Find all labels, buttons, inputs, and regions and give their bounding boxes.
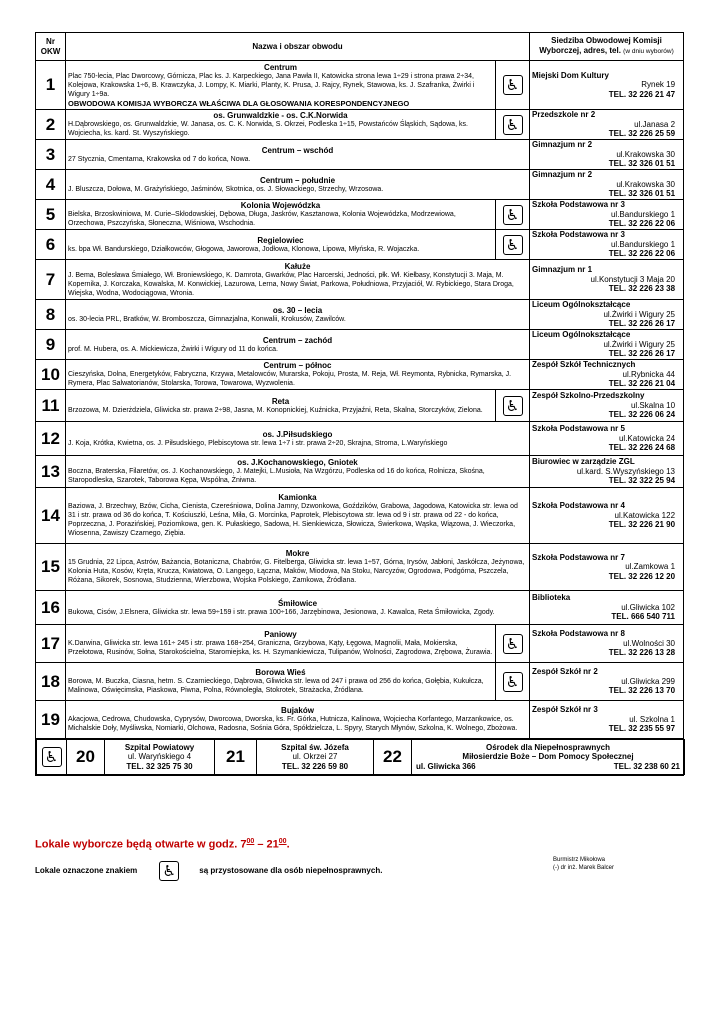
district-streets: Bielska, Brzoskwiniowa, M. Curie–Skłodowskiej, Dębowa, Długa, Jaskrów, Kasztanowa, Kolonia Wojewódzka, Modrzewiowa, Orzechowa, Pszczyńska, Słoneczna, Wiśniowa, Wschodnia. bbox=[68, 211, 456, 227]
district-number: 2 bbox=[36, 110, 66, 140]
polling-station bbox=[530, 544, 684, 591]
district-name: Centrum – południe bbox=[259, 175, 336, 185]
legend-text-left: Lokale oznaczone znakiem bbox=[35, 866, 138, 876]
accessibility-cell bbox=[496, 200, 530, 230]
district-row bbox=[36, 230, 684, 260]
station-phone: TEL. 32 226 59 80 bbox=[281, 761, 349, 771]
station-phone: TEL. 32 226 25 59 bbox=[608, 129, 676, 139]
district-number: 21 bbox=[215, 740, 257, 775]
district-row bbox=[36, 260, 684, 300]
district-streets: 27 Stycznia, Cmentarna, Krakowska od 7 do końca, Nowa. bbox=[68, 155, 251, 163]
station-address: ul.Wolności 30 bbox=[623, 638, 676, 648]
district-area bbox=[66, 456, 530, 488]
station-name: Liceum Ogólnokształcące bbox=[532, 300, 631, 310]
polling-station bbox=[105, 740, 215, 775]
station-address: ul.Janasa 2 bbox=[634, 119, 676, 129]
accessibility-cell bbox=[37, 740, 67, 775]
table-header-row bbox=[36, 33, 684, 61]
station-name: Szkoła Podstawowa nr 8 bbox=[532, 629, 625, 639]
district-number: 17 bbox=[36, 625, 66, 663]
special-districts-row bbox=[36, 739, 684, 776]
station-address: ul.Katowicka 24 bbox=[618, 433, 676, 443]
polling-station bbox=[530, 360, 684, 390]
station-phone: TEL. 666 540 711 bbox=[611, 612, 676, 622]
wheelchair-icon: ♿ bbox=[503, 396, 523, 416]
polling-station bbox=[530, 422, 684, 456]
polling-station bbox=[530, 390, 684, 422]
district-streets: J. Bluszcza, Dołowa, M. Grażyńskiego, Jaśminów, Skotnica, os. J. Słowackiego, Strzechy, Wrzosowa. bbox=[68, 185, 384, 193]
district-row bbox=[36, 300, 684, 330]
accessibility-cell bbox=[496, 61, 530, 110]
district-number: 13 bbox=[36, 456, 66, 488]
station-phone: TEL. 32 325 75 30 bbox=[126, 761, 193, 771]
district-number: 1 bbox=[36, 61, 66, 110]
district-row bbox=[36, 625, 684, 663]
station-address: ul.kard. S.Wyszyńskiego 13 bbox=[576, 466, 676, 476]
district-streets: Plac 750-lecia, Plac Dworcowy, Górnicza, Plac ks. J. Karpeckiego, Jana Pawła II, Katowicka strona lewa 1÷29 i strona prawa 2÷34, Kolejowa, Krakowska 1÷6, B. Krawczyka, J. Lompy, K. Miarki, Planty, K. Prusa, J. Rajcy, Rynek, Stawowa, ks. J. Szafranka, Żwirki i Wigury 1÷9a. bbox=[68, 72, 475, 98]
polling-station bbox=[530, 330, 684, 360]
district-streets: ks. bpa Wł. Bandurskiego, Działkowców, Głogowa, Jaworowa, Jodłowa, Klonowa, Lipowa, Młyńska, R. Wojaczka. bbox=[68, 245, 420, 253]
district-streets: H.Dąbrowskiego, os. Grunwaldzkie, W. Janasa, os. C. K. Norwida, S. Okrzei, Podleska 1÷15, Powstańców Śląskich, Sądowa, ks. Wojciecha, ks. kard. St. Wyszyńskiego. bbox=[68, 121, 468, 137]
district-area bbox=[66, 591, 530, 625]
election-districts-sheet bbox=[35, 32, 683, 776]
station-address: ul.Krakowska 30 bbox=[616, 179, 676, 189]
district-name: Bujaków bbox=[281, 706, 314, 715]
district-streets: Akacjowa, Cedrowa, Chudowska, Cyprysów, Dworcowa, Dworska, ks. Fr. Górka, Hutnicza, Kalinowa, Wojciecha Korfantego, Marzankowice, os. Michalskie Doły, Myśliwska, Nomiarki, Olchowa, Radosna, Sośnia Góra, Spółdzielcza, L. Spyry, Starych Młynów, Szkolna, K. Wolnego, Zbożowa. bbox=[68, 716, 518, 732]
station-phone: TEL. 32 226 26 17 bbox=[608, 349, 676, 359]
station-name: Gimnazjum nr 2 bbox=[532, 170, 593, 180]
wheelchair-icon: ♿ bbox=[503, 235, 523, 255]
station-phone: TEL. 32 326 01 51 bbox=[608, 189, 676, 199]
district-area bbox=[66, 140, 530, 170]
accessibility-cell bbox=[496, 230, 530, 260]
district-streets: 15 Grudnia, 22 Lipca, Astrów, Bażancia, Botaniczna, Chabrów, G. Fitelberga, Gliwicka str. lewa 1÷57, Górna, Irysów, Jabłoni, Jaskółcza, Jeżynowa, Kolonia Huta, Kosów, Kręta, Krucza, Kwiatowa, O. Langego, Łączna, Maków, Miodowa, Na Stoku, Narcyzów, Ogrodowa, Podgórna, Pszczela, Różana, Sikorek, Sosnowa, Studzienna, Wierzbowa, Wojska Polskiego, Zamkowa, Źródlana. bbox=[68, 559, 525, 584]
station-address: ul.Skalna 10 bbox=[630, 400, 676, 410]
district-area bbox=[66, 330, 530, 360]
station-phone: TEL. 32 235 55 97 bbox=[608, 724, 676, 734]
district-name: os. 30 – lecia bbox=[272, 305, 323, 315]
signer-name: (-) dr inż. Marek Balcer bbox=[553, 865, 615, 871]
district-row bbox=[36, 200, 684, 230]
station-address: ul. Okrzei 27 bbox=[292, 752, 338, 762]
station-name: Szkoła Podstawowa nr 3 bbox=[532, 200, 625, 210]
district-row bbox=[36, 360, 684, 390]
district-row bbox=[36, 663, 684, 701]
district-streets: Brzozowa, M. Dzierżdziela, Gliwicka str. prawa 2÷98, Jasna, M. Konopnickiej, Kuźnicka, Przyjaźni, Reta, Skalna, Storczyków, Zielona. bbox=[68, 406, 483, 414]
district-number: 9 bbox=[36, 330, 66, 360]
district-streets: Baziowa, J. Brzechwy, Bzów, Cicha, Cienista, Czereśniowa, Dolina Jamny, Dzwonkowa, Goździków, Grabowa, Jagodowa, Katowicka str. lewa od 31 i str. prawa od 36 do końca, T. Kościuszki, Leśna, Miła, G. Morcinka, Paprotek, Plebiscytowa str. lewa od 9 i str. prawa od 22 - do końca, Poprzeczna, J. Porazińskiej, Poziomkowa, gen. K. Pułaskiego, Sadowa, H. Sienkiewicza, Słowicza, Świerkowa, Wąska, Wiązowa, J. Wieczorka, Wiosenna, Zawiszy Czarnego, Ziębia. bbox=[68, 503, 518, 537]
accessibility-cell bbox=[496, 663, 530, 701]
wheelchair-icon: ♿ bbox=[503, 75, 523, 95]
district-area bbox=[66, 230, 496, 260]
station-name: Zespół Szkół nr 3 bbox=[532, 705, 598, 715]
signature-block bbox=[553, 856, 614, 872]
district-name: Kamionka bbox=[278, 493, 317, 502]
polling-station bbox=[530, 260, 684, 300]
polling-station bbox=[530, 625, 684, 663]
station-phone: TEL. 32 226 21 90 bbox=[608, 520, 676, 530]
polling-station bbox=[530, 456, 684, 488]
district-streets: J. Koja, Krótka, Kwietna, os. J. Piłsudskiego, Plebiscytowa str. lewa 1÷7 i str. prawa 2÷20, Skrajna, Stroma, L.Waryńskiego bbox=[68, 439, 448, 447]
district-row bbox=[36, 110, 684, 140]
nr-header: Nr OKW bbox=[36, 33, 66, 61]
station-phone: TEL. 32 326 01 51 bbox=[608, 159, 676, 169]
station-name: Szkoła Podstawowa nr 4 bbox=[532, 501, 625, 511]
district-number: 16 bbox=[36, 591, 66, 625]
district-number: 19 bbox=[36, 701, 66, 739]
district-row bbox=[36, 140, 684, 170]
station-phone: TEL. 32 226 13 28 bbox=[608, 648, 676, 658]
station-phone: TEL. 32 226 12 20 bbox=[608, 571, 676, 581]
station-name: Zespół Szkół Technicznych bbox=[532, 360, 636, 370]
station-name: Biblioteka bbox=[532, 593, 571, 603]
district-area bbox=[66, 488, 530, 544]
wheelchair-icon: ♿ bbox=[42, 747, 62, 767]
district-name: Kolonia Wojewódzka bbox=[240, 201, 321, 210]
district-row bbox=[36, 544, 684, 591]
district-area bbox=[66, 110, 496, 140]
station-name: Gimnazjum nr 1 bbox=[532, 265, 593, 275]
district-row bbox=[36, 330, 684, 360]
station-name: Szpital św. Józefa bbox=[281, 742, 349, 752]
district-name: os. Grunwaldzkie - os. C.K.Norwida bbox=[213, 111, 348, 120]
station-address: ul.Konstytucji 3 Maja 20 bbox=[590, 274, 676, 284]
accessibility-cell bbox=[496, 390, 530, 422]
station-address: ul.Zamkowa 1 bbox=[625, 562, 676, 572]
district-name: Śmiłowice bbox=[277, 598, 318, 608]
district-area bbox=[66, 300, 530, 330]
district-streets: Cieszyńska, Dolna, Energetyków, Fabryczna, Krzywa, Metalowców, Murarska, Pokoju, Prosta, M. Reja, Wł. Reymonta, Rybnicka, Rymarska, J. Rymera, Plac Salwatorianów, Stolarska, Torowa, Towarowa, Wyzwolenia. bbox=[68, 371, 512, 387]
district-name: Centrum bbox=[264, 62, 297, 72]
station-address: ul.Gliwicka 102 bbox=[621, 602, 676, 612]
station-address: ul. Szkolna 1 bbox=[629, 714, 676, 724]
district-number: 3 bbox=[36, 140, 66, 170]
district-name: Paniowy bbox=[264, 630, 297, 639]
polling-station bbox=[412, 740, 685, 775]
station-name-line2: Miłosierdzie Boże – Dom Pomocy Społecznej bbox=[462, 752, 634, 762]
district-row bbox=[36, 170, 684, 200]
polling-station bbox=[530, 701, 684, 739]
district-row bbox=[36, 390, 684, 422]
wheelchair-icon: ♿ bbox=[159, 861, 179, 881]
opening-hours: Lokale wyborcze będą otwarte w godz. $7^{00} - 21^{00}$. bbox=[35, 838, 290, 851]
wheelchair-icon: ♿ bbox=[503, 672, 523, 692]
district-streets: prof. M. Hubera, os. A. Mickiewicza, Żwirki i Wigury od 11 do końca. bbox=[68, 345, 278, 353]
station-address: ul.Gliwicka 299 bbox=[621, 676, 676, 686]
wheelchair-icon: ♿ bbox=[503, 205, 523, 225]
district-name: Centrum – zachód bbox=[262, 335, 333, 345]
polling-station bbox=[530, 140, 684, 170]
polling-station bbox=[530, 200, 684, 230]
district-row bbox=[36, 456, 684, 488]
district-row bbox=[36, 701, 684, 739]
district-note: OBWODOWA KOMISJA WYBORCZA WŁAŚCIWA DLA GŁOSOWANIA KORESPONDENCYJNEGO bbox=[68, 98, 410, 108]
district-name: Centrum – północ bbox=[263, 361, 332, 370]
station-address: ul.Żwirki i Wigury 25 bbox=[603, 309, 676, 319]
district-area bbox=[66, 260, 530, 300]
station-phone: TEL. 32 226 23 38 bbox=[608, 284, 676, 294]
station-phone: TEL. 32 226 24 68 bbox=[608, 443, 676, 453]
station-address: ul. Gliwicka 366 bbox=[416, 761, 476, 771]
station-phone: TEL. 32 226 26 17 bbox=[608, 319, 676, 329]
station-address: ul.Żwirki i Wigury 25 bbox=[603, 339, 676, 349]
footer bbox=[35, 838, 683, 881]
district-streets: os. 30-lecia PRL, Bratków, W. Bromboszcza, Gimnazjalna, Konwalii, Krokusów, Zawilców. bbox=[68, 315, 346, 323]
station-phone: TEL. 32 226 21 47 bbox=[608, 89, 676, 99]
station-name: Zespół Szkół nr 2 bbox=[532, 667, 598, 677]
district-number: 14 bbox=[36, 488, 66, 544]
polling-station bbox=[530, 61, 684, 110]
station-phone: TEL. 32 322 25 94 bbox=[608, 476, 676, 486]
district-number: 20 bbox=[67, 740, 105, 775]
district-area bbox=[66, 390, 496, 422]
station-name: Zespół Szkolno-Przedszkolny bbox=[532, 391, 645, 401]
station-phone: TEL. 32 226 21 04 bbox=[608, 379, 676, 389]
seat-header: Siedziba Obwodowej Komisji Wyborczej, adres, tel. (w dniu wyborów) bbox=[530, 33, 684, 61]
station-address: ul. Waryńskiego 4 bbox=[127, 752, 192, 762]
district-area bbox=[66, 625, 496, 663]
polling-station bbox=[530, 170, 684, 200]
district-streets: K.Darwina, Gliwicka str. lewa 161÷ 245 i str. prawa 168÷254, Graniczna, Grzybowa, Kąty, Łęgowa, Magnolii, Mała, Mokierska, Przełotowa, Rusinów, Sołna, Starokościelna, Staromiejska, ks. H. Szymankiewicza, Tulipanów, Wolności, Zagrodowa, Zrębowa, Żurawia. bbox=[68, 640, 493, 656]
district-number: 22 bbox=[374, 740, 412, 775]
accessibility-cell bbox=[496, 625, 530, 663]
district-name: os. J.Piłsudskiego bbox=[262, 429, 333, 439]
station-name: Gimnazjum nr 2 bbox=[532, 140, 593, 150]
station-phone: TEL. 32 226 13 70 bbox=[608, 686, 676, 696]
station-address: ul.Katowicka 122 bbox=[614, 510, 676, 520]
district-streets: Boczna, Braterska, Filaretów, os. J. Kochanowskiego, J. Matejki, L.Musioła, Na Wzgórzu, Podleska od 16 do końca, Rolnicza, Skośna, Staropodleska, Szarotek, Taborowa Kępa, Wspólna, Żniwna. bbox=[68, 468, 485, 484]
polling-station bbox=[530, 230, 684, 260]
station-name: Miejski Dom Kultury bbox=[532, 70, 609, 80]
district-name: Reta bbox=[271, 396, 290, 406]
district-row bbox=[36, 488, 684, 544]
district-area bbox=[66, 544, 530, 591]
station-name: Liceum Ogólnokształcące bbox=[532, 330, 631, 340]
district-name: os. J.Kochanowskiego, Gniotek bbox=[237, 458, 358, 467]
accessibility-cell bbox=[496, 110, 530, 140]
district-area bbox=[66, 61, 496, 110]
station-phone: TEL. 32 238 60 21 bbox=[613, 761, 680, 771]
district-number: 7 bbox=[36, 260, 66, 300]
district-row bbox=[36, 591, 684, 625]
station-address: Rynek 19 bbox=[641, 80, 676, 90]
station-name: Ośrodek dla Niepełnosprawnych bbox=[485, 742, 611, 752]
district-number: 8 bbox=[36, 300, 66, 330]
district-number: 15 bbox=[36, 544, 66, 591]
district-area bbox=[66, 200, 496, 230]
station-address: ul.Bandurskiego 1 bbox=[610, 209, 676, 219]
district-area bbox=[66, 701, 530, 739]
district-name: Regielowiec bbox=[257, 235, 304, 245]
district-number: 10 bbox=[36, 360, 66, 390]
station-phone: TEL. 32 226 06 24 bbox=[608, 410, 676, 420]
station-address: ul.Rybnicka 44 bbox=[622, 369, 676, 379]
districts-table bbox=[35, 32, 684, 776]
legend-text-right: są przystosowane dla osób niepełnosprawnych. bbox=[199, 866, 383, 876]
district-area bbox=[66, 360, 530, 390]
district-area bbox=[66, 422, 530, 456]
district-streets: J. Bema, Bolesława Śmiałego, Wł. Broniewskiego, K. Damrota, Gwarków, Plac Harcerski, Jedności, płk. Wł. Kiełbasy, Konstytucji 3. Maja, M. Kopernika, J. Korczaka, Kowalska, M. Konwickiej, Lazurowa, Lerna, Nowy Świat, Parkowa, Południowa, Przyjaciół, W. Rybickiego, Stara Droga, Wiejska, Wodna, Wodociągowa, Wronia. bbox=[68, 271, 514, 297]
district-number: 5 bbox=[36, 200, 66, 230]
district-name: Mokre bbox=[285, 549, 310, 558]
wheelchair-icon: ♿ bbox=[503, 115, 523, 135]
district-name: Kałuże bbox=[284, 261, 311, 271]
district-number: 11 bbox=[36, 390, 66, 422]
station-phone: TEL. 32 226 22 06 bbox=[608, 219, 676, 229]
station-address: ul.Krakowska 30 bbox=[616, 149, 676, 159]
polling-station bbox=[257, 740, 374, 775]
station-name: Biurowiec w zarządzie ZGL bbox=[532, 457, 635, 467]
district-area bbox=[66, 663, 496, 701]
polling-station bbox=[530, 663, 684, 701]
station-address: ul.Bandurskiego 1 bbox=[610, 239, 676, 249]
district-row bbox=[36, 422, 684, 456]
area-header: Nazwa i obszar obwodu bbox=[66, 33, 530, 61]
district-number: 4 bbox=[36, 170, 66, 200]
district-number: 18 bbox=[36, 663, 66, 701]
station-name: Szpital Powiatowy bbox=[124, 742, 195, 752]
district-area bbox=[66, 170, 530, 200]
district-name: Centrum – wschód bbox=[261, 145, 334, 155]
district-number: 6 bbox=[36, 230, 66, 260]
station-name: Szkoła Podstawowa nr 5 bbox=[532, 424, 625, 434]
wheelchair-icon: ♿ bbox=[503, 634, 523, 654]
district-streets: Borowa, M. Buczka, Ciasna, hetm. S. Czarnieckiego, Dąbrowa, Gliwicka str. lewa od 247 i prawa od 256 do końca, Gołębia, Kukułcza, Malinowa, Oświęcimska, Piaskowa, Piwna, Polna, Równoległa, Stokrotek, Strażacka, Źródlana. bbox=[68, 678, 484, 694]
station-phone: TEL. 32 226 22 06 bbox=[608, 249, 676, 259]
district-number: 12 bbox=[36, 422, 66, 456]
signer-title: Burmistrz Mikołowa bbox=[553, 857, 606, 863]
station-name: Szkoła Podstawowa nr 7 bbox=[532, 552, 625, 562]
station-name: Szkoła Podstawowa nr 3 bbox=[532, 230, 625, 240]
district-row bbox=[36, 61, 684, 110]
district-streets: Bukowa, Cisów, J.Elsnera, Gliwicka str. lewa 59÷159 i str. prawa 100÷166, Jarzębinowa, Jesionowa, J. Kawalca, Reta Śmiłowicka, Zgody. bbox=[68, 608, 495, 616]
polling-station bbox=[530, 488, 684, 544]
polling-station bbox=[530, 300, 684, 330]
district-name: Borowa Wieś bbox=[255, 668, 306, 677]
polling-station bbox=[530, 110, 684, 140]
station-name: Przedszkole nr 2 bbox=[532, 110, 596, 120]
polling-station bbox=[530, 591, 684, 625]
